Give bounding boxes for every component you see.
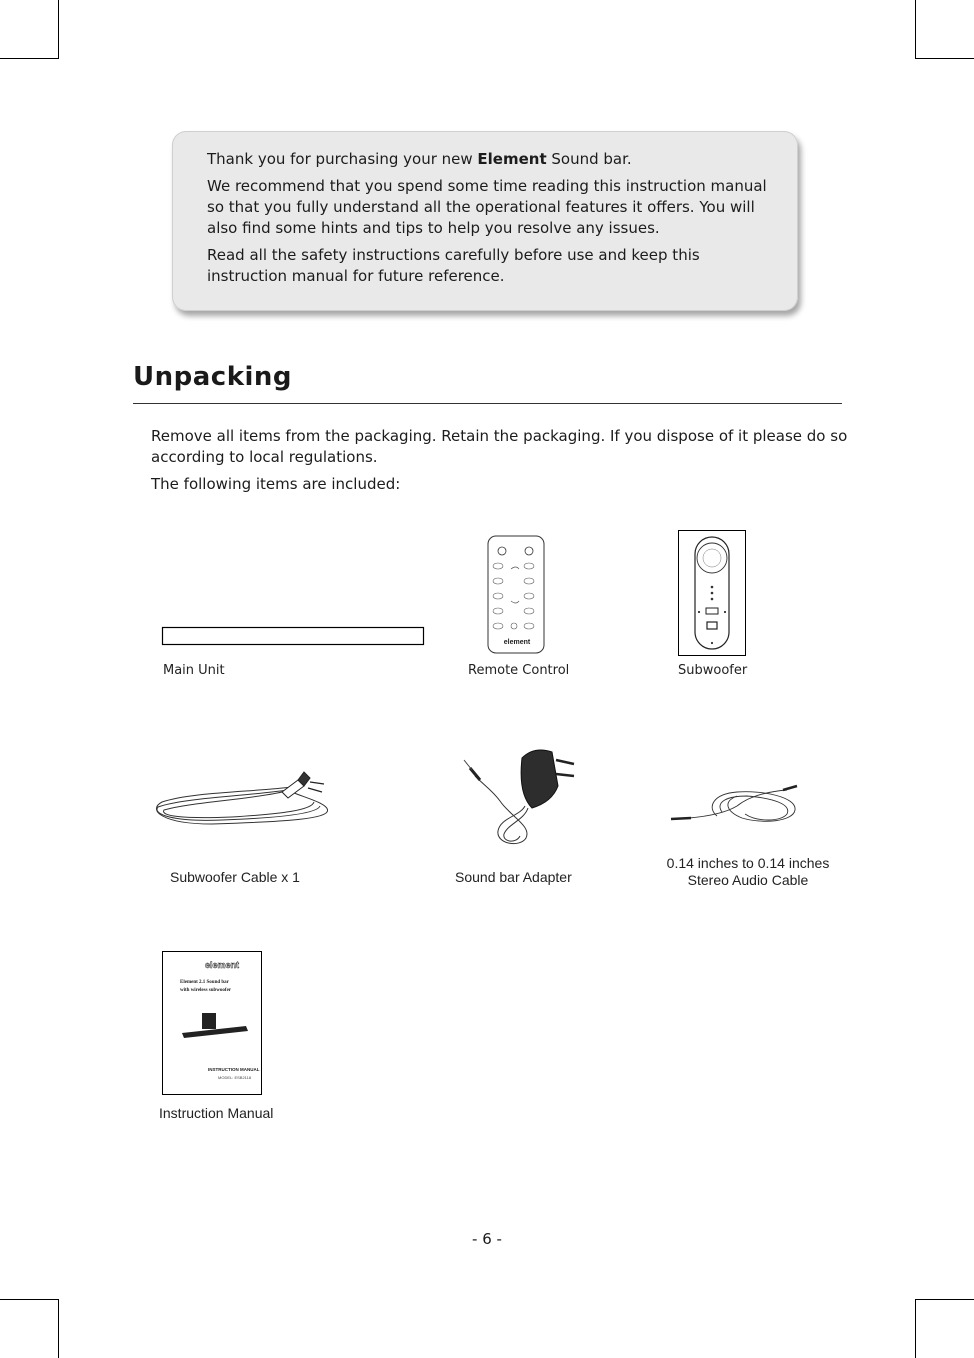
intro-para-3-line-1: Read all the safety instructions carefully before use and keep this <box>207 246 700 264</box>
caption-audio-cable-line-2: Stereo Audio Cable <box>687 872 809 888</box>
caption-subwoofer: Subwoofer <box>678 663 748 678</box>
caption-main-unit: Main Unit <box>163 663 225 678</box>
caption-subwoofer-cable: Subwoofer Cable x 1 <box>170 869 300 885</box>
caption-adapter: Sound bar Adapter <box>455 869 572 885</box>
adapter-image <box>460 746 580 854</box>
intro-box <box>172 131 798 311</box>
caption-audio-cable-line-1: 0.14 inches to 0.14 inches <box>666 855 830 871</box>
intro-para-3-line-2: instruction manual for future reference. <box>207 267 505 285</box>
manual-model: MODEL: ESB2118 <box>218 1075 252 1080</box>
manual-title-1: Element 2.1 Sound bar <box>180 980 229 985</box>
caption-remote-control: Remote Control <box>468 663 570 678</box>
intro-line-1 <box>207 149 632 170</box>
manual-title-2: with wireless subwoofer <box>180 988 232 993</box>
unpacking-para-1-line-1: Remove all items from the packaging. Retain the packaging. If you dispose of it please do so <box>151 427 848 445</box>
intro-para-2-line-3: also find some hints and tips to help you resolve any issues. <box>207 219 660 237</box>
crop-mark-top-left <box>0 0 59 59</box>
crop-mark-bottom-left <box>0 1299 59 1358</box>
caption-instruction-manual: Instruction Manual <box>159 1105 274 1121</box>
audio-cable-image <box>667 782 799 828</box>
remote-control-image <box>487 535 545 655</box>
subwoofer-image <box>678 530 746 656</box>
crop-mark-top-right <box>915 0 974 59</box>
section-title: Unpacking <box>133 362 293 392</box>
page-number: - 6 - <box>472 1230 502 1248</box>
unpacking-para-2: The following items are included: <box>151 475 401 493</box>
subwoofer-cable-image <box>152 762 332 832</box>
remote-logo-text: element <box>503 639 531 646</box>
intro-brand: Element <box>477 150 547 168</box>
instruction-manual-image <box>162 951 262 1095</box>
intro-para-2-line-1: We recommend that you spend some time reading this instruction manual <box>207 177 767 195</box>
intro-para-2-line-2: so that you fully understand all the operational features it offers. You will <box>207 198 755 216</box>
manual-logo-text: element <box>204 960 240 970</box>
crop-mark-bottom-right <box>915 1299 974 1358</box>
manual-footer: INSTRUCTION MANUAL <box>208 1067 260 1072</box>
section-rule <box>133 403 842 404</box>
main-unit-image <box>162 627 424 647</box>
intro-line-1-pre: Thank you for purchasing your new <box>207 150 478 168</box>
intro-line-1-post: Sound bar. <box>546 150 632 168</box>
unpacking-para-1-line-2: according to local regulations. <box>151 448 378 466</box>
